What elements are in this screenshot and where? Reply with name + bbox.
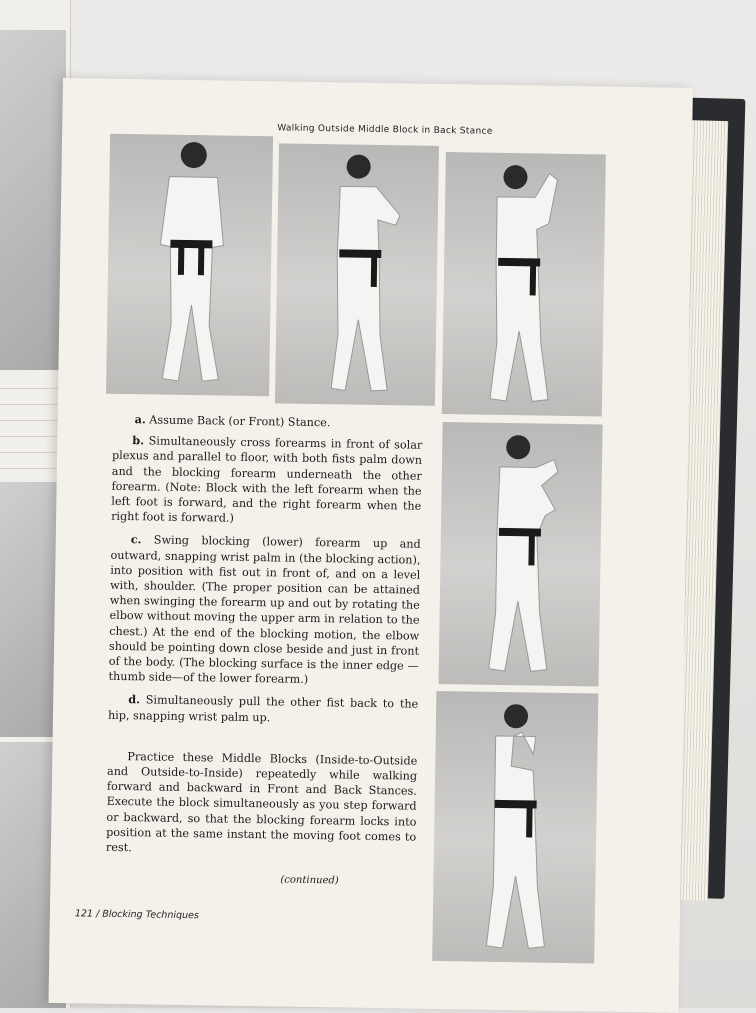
instructions-text	[106, 412, 423, 868]
running-head: Walking Outside Middle Block in Back Stance	[277, 123, 493, 137]
photo-a	[106, 134, 273, 397]
photo-b	[275, 143, 439, 405]
step-b: b. Simultaneously cross forearms in front of solar plexus and parallel to floor, with both fists palm down and the blocking forearm underneath the other forearm. (Note: Block with the left forearm when the left foot is forward, and the right forearm when the right foot is forward.)	[111, 433, 423, 525]
photo-d	[439, 422, 603, 686]
left-page-text	[0, 380, 62, 475]
left-page-photo-top	[0, 30, 66, 370]
step-d: d. Simultaneously pull the other fist back to the hip, snapping wrist palm up.	[107, 692, 419, 724]
photo-c	[442, 152, 606, 416]
practice-paragraph: Practice these Middle Blocks (Inside-to-Outside and Outside-to-Inside) repeatedly while walking forward and backward in Front and Back Stances. Execute the block simultaneously as you step forward or backward, so that the blocking forearm locks into position at the same instant the moving foot comes to rest.	[105, 749, 418, 855]
step-c: c. Swing blocking (lower) forearm up and outward, snapping wrist palm in (the blocking action), into position with fist out in front of, and on a level with, shoulder. (The proper position can be attained when swinging the forearm up and out by rotating the elbow without moving the upper arm in relation to the chest.) At the end of the blocking motion, the elbow should be pointing down close beside and just in front of the body. (The blocking surface is the inner edge —thumb side—of the lower forearm.)	[108, 532, 421, 687]
book-page	[48, 78, 692, 1013]
continued-note: (continued)	[280, 874, 339, 887]
page-footer: 121 / Blocking Techniques	[74, 908, 199, 922]
step-a: a. Assume Back (or Front) Stance.	[134, 412, 331, 430]
photo-e	[432, 691, 598, 964]
